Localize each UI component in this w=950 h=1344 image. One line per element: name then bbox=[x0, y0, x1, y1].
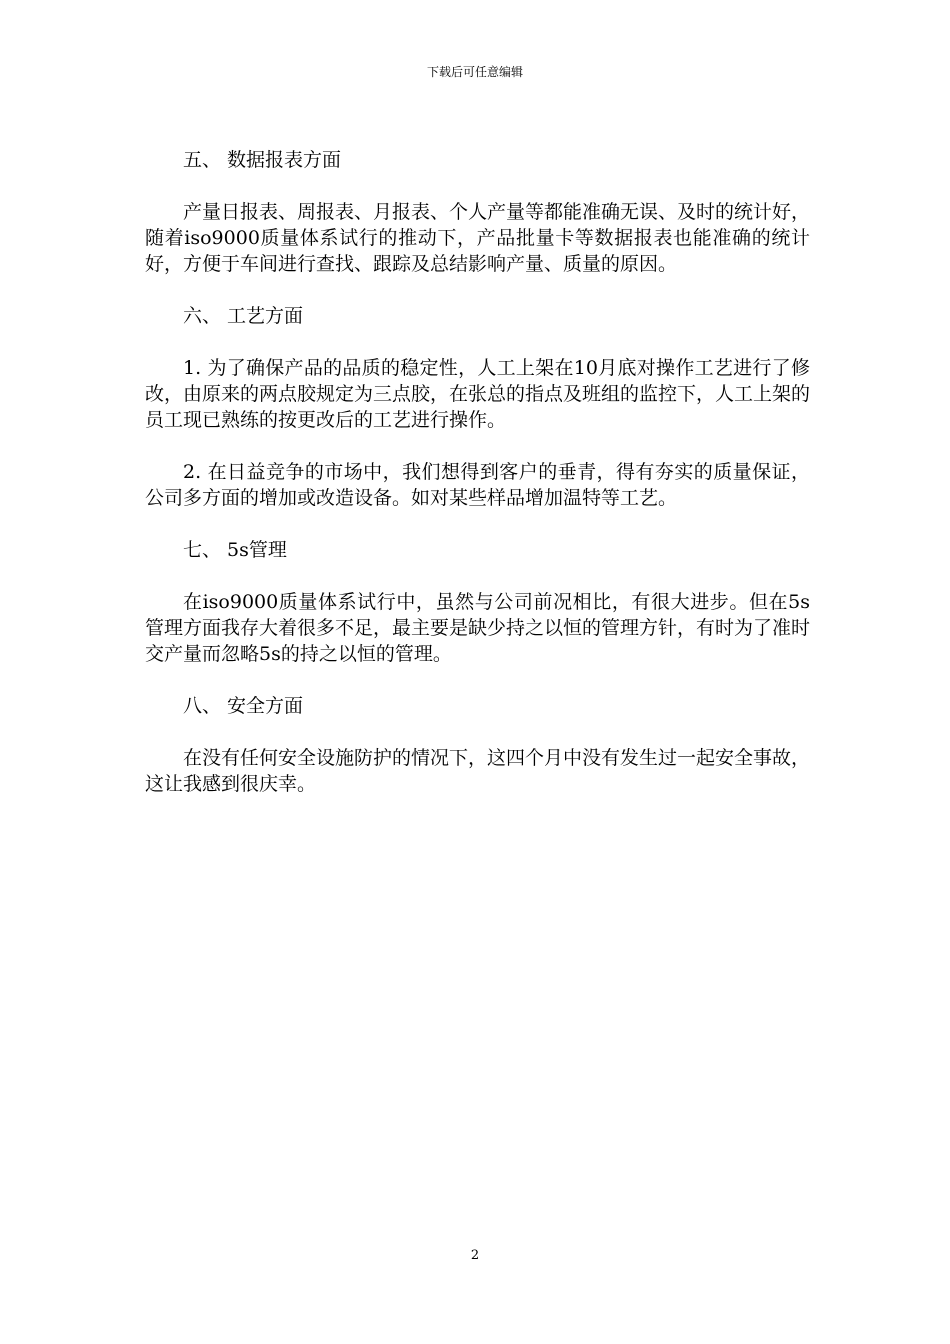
page-header: 下载后可任意编辑 bbox=[426, 65, 523, 79]
section-heading-5s: 七、 5s管理 bbox=[183, 539, 287, 561]
section-heading-data-reports: 五、 数据报表方面 bbox=[183, 149, 342, 171]
paragraph-process-2: 2. 在日益竞争的市场中，我们想得到客户的垂青，得有夯实的质量保证，公司多方面的增加或改造设备。如对某些样品增加温特等工艺。 bbox=[145, 461, 810, 509]
page-number: 2 bbox=[470, 1248, 480, 1263]
section-heading-process: 六、 工艺方面 bbox=[183, 305, 304, 327]
paragraph-safety: 在没有任何安全设施防护的情况下，这四个月中没有发生过一起安全事故，这让我感到很庆幸。 bbox=[145, 747, 811, 795]
section-heading-safety: 八、 安全方面 bbox=[183, 695, 304, 717]
paragraph-process-1: 1. 为了确保产品的品质的稳定性，人工上架在10月底对操作工艺进行了修改，由原来的两点胶规定为三点胶，在张总的指点及班组的监控下，人工上架的员工现已熟练的按更改后的工艺进行操作。 bbox=[145, 357, 811, 431]
paragraph-data-reports: 产量日报表、周报表、月报表、个人产量等都能准确无误、及时的统计好，随着iso9000质量体系试行的推动下，产品批量卡等数据报表也能准确的统计好，方便于车间进行查找、跟踪及总结影响产量、质量的原因。 bbox=[145, 201, 811, 275]
document-body bbox=[145, 147, 810, 823]
paragraph-5s: 在iso9000质量体系试行中，虽然与公司前况相比，有很大进步。但在5s管理方面我存大着很多不足，最主要是缺少持之以恒的管理方针，有时为了准时交产量而忽略5s的持之以恒的管理。 bbox=[145, 591, 811, 665]
